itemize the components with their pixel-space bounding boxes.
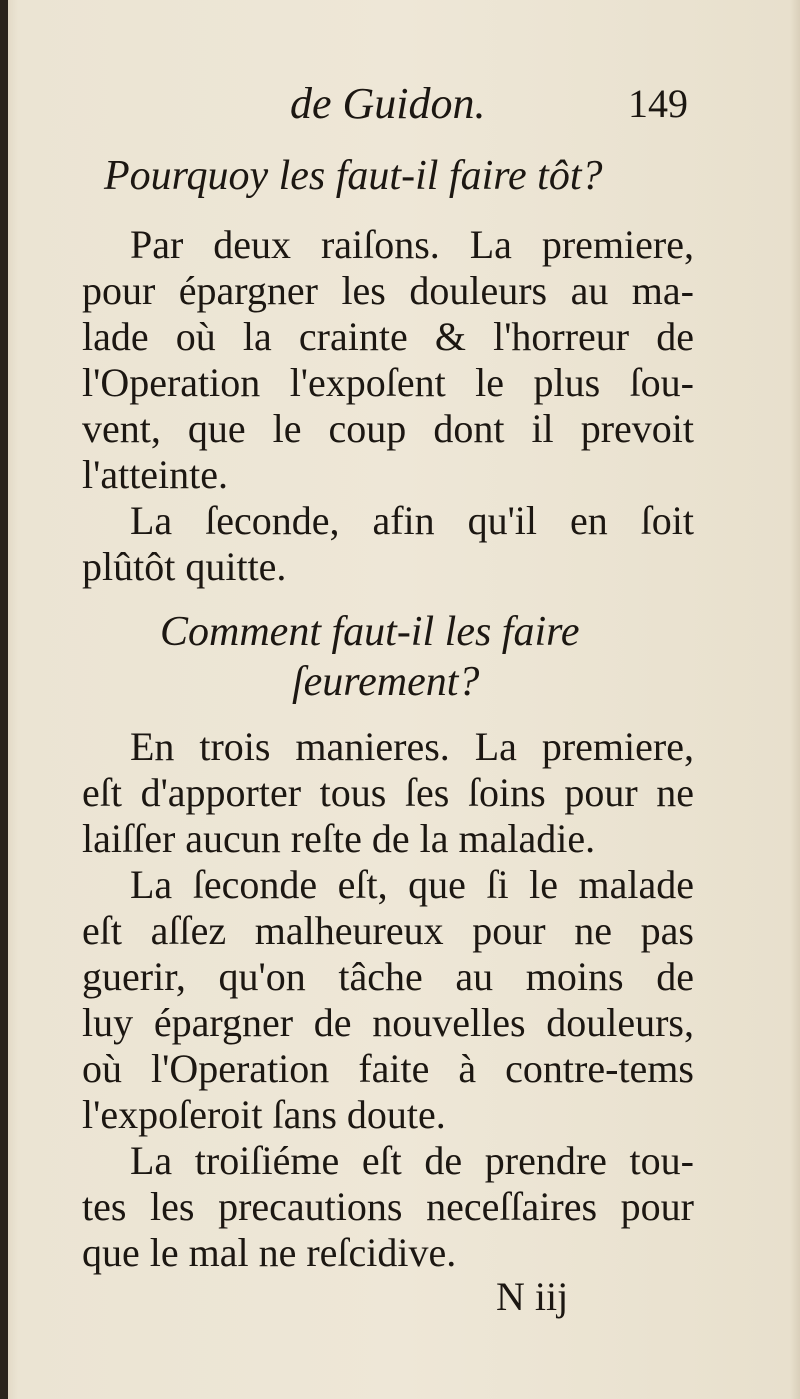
paragraph-2 — [82, 498, 694, 590]
text-line: La ſeconde eſt, que ſi le malade — [130, 862, 694, 907]
running-head: de Guidon. — [290, 79, 486, 128]
text-line: guerir, qu'on tâche au moins de — [82, 954, 694, 999]
text-line: où l'Operation faite à contre-tems — [82, 1046, 694, 1091]
text-line: plûtôt quitte. — [82, 544, 287, 589]
paragraph-4 — [82, 862, 694, 1138]
text-line: que le mal ne reſcidive. — [82, 1230, 457, 1275]
question-heading-2-line-2: ſeurement? — [292, 659, 480, 705]
text-line: tes les precautions neceſſaires pour — [82, 1184, 694, 1229]
question-heading-2-line-1: Comment faut-il les faire — [160, 609, 580, 655]
text-line: Par deux raiſons. La premiere, — [130, 222, 694, 267]
paragraph-5 — [82, 1138, 694, 1276]
signature-mark: N iij — [496, 1274, 569, 1319]
text-line: l'atteinte. — [82, 452, 229, 497]
text-line: pour épargner les douleurs au ma- — [82, 268, 694, 313]
text-line: l'expoſeroit ſans doute. — [82, 1092, 446, 1137]
text-line: vent, que le coup dont il prevoit — [82, 406, 694, 451]
text-line: La ſeconde, afin qu'il en ſoit — [130, 498, 694, 543]
question-heading-1: Pourquoy les faut-il faire tôt? — [104, 153, 603, 199]
text-line: luy épargner de nouvelles douleurs, — [82, 1000, 694, 1045]
text-line: La troiſiéme eſt de prendre tou- — [130, 1138, 694, 1183]
text-line: eſt d'apporter tous ſes ſoins pour ne — [82, 770, 694, 815]
paragraph-3 — [82, 724, 694, 862]
paragraph-1 — [82, 222, 694, 498]
text-line: l'Operation l'expoſent le plus ſou- — [82, 360, 694, 405]
text-line: laiſſer aucun reſte de la maladie. — [82, 816, 596, 861]
page-header — [0, 78, 800, 128]
binding-edge — [0, 0, 8, 1399]
text-line: lade où la crainte & l'horreur de — [82, 314, 694, 359]
text-line: En trois manieres. La premiere, — [130, 724, 694, 769]
page-number: 149 — [628, 81, 688, 126]
text-line: eſt aſſez malheureux pour ne pas — [82, 908, 694, 953]
